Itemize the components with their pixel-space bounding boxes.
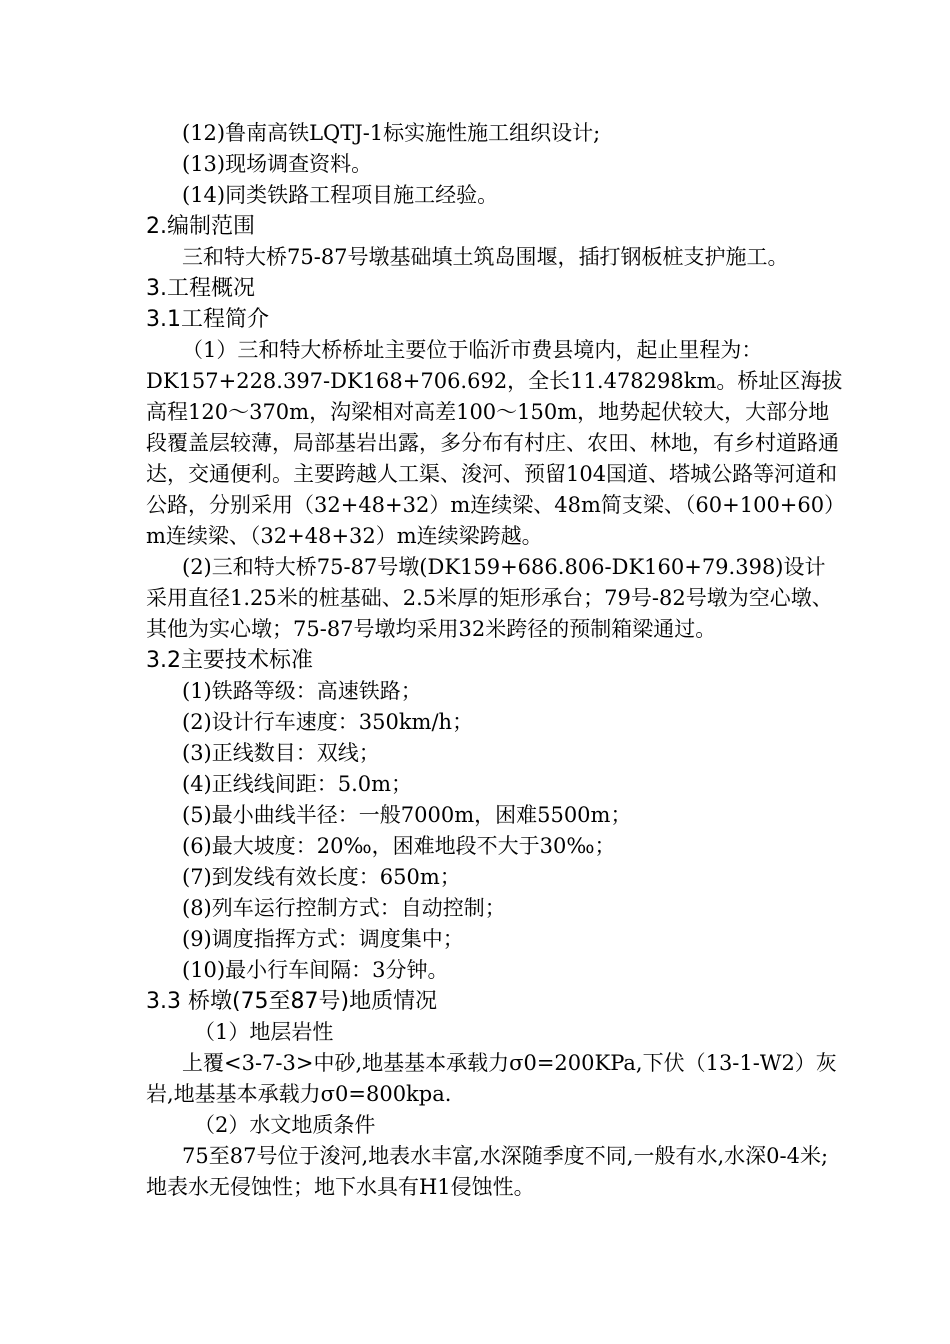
standard-item: (9)调度指挥方式：调度集中； (182, 927, 464, 951)
standard-item: (4)正线线间距：5.0m； (182, 772, 413, 796)
intro-paragraph-2: (2)三和特大桥75-87号墩(DK159+686.806-DK160+79.398)设计采用直径1.25米的桩基础、2.5米厚的矩形承台；79号-82号墩为空心墩、其他为实心墩；75-87号墩均采用32米跨径的预制箱梁通过。 (146, 555, 833, 641)
basis-item-14: (14)同类铁路工程项目施工经验。 (182, 183, 499, 207)
geology-subheading-strata: （1）地层岩性 (194, 1020, 334, 1044)
intro-paragraph-1: （1）三和特大桥桥址主要位于临沂市费县境内，起止里程为：DK157+228.397-DK168+706.692，全长11.478298km。桥址区海拔高程120～370m，沟梁相对高差100～150m，地势起伏较大，大部分地段覆盖层较薄，局部基岩出露，多分布有村庄、农田、林地，有乡村道路通达，交通便利。主要跨越人工渠、浚河、预留104国道、塔城公路等河道和公路，分别采用（32+48+32）m连续梁、48m简支梁、（60+100+60）m连续梁、（32+48+32）m连续梁跨越。 (146, 338, 846, 548)
geology-strata-paragraph: 上覆<3-7-3>中砂,地基基本承载力σ0=200KPa,下伏（13-1-W2）灰岩,地基基本承载力σ0=800kpa. (146, 1051, 837, 1106)
standard-item: (6)最大坡度：20‰，困难地段不大于30‰； (182, 834, 616, 858)
heading-geology: 3.3 桥墩(75至87号)地质情况 (146, 989, 438, 1014)
geology-hydro-paragraph: 75至87号位于浚河,地表水丰富,水深随季度不同,一般有水,水深0-4米;地表水无侵蚀性；地下水具有H1侵蚀性。 (146, 1144, 829, 1199)
geology-subheading-hydro: （2）水文地质条件 (194, 1113, 376, 1137)
basis-item-13: (13)现场调查资料。 (182, 152, 373, 176)
standard-item: (5)最小曲线半径：一般7000m，困难5500m； (182, 803, 632, 827)
scope-paragraph: 三和特大桥75-87号墩基础填土筑岛围堰，插打钢板桩支护施工。 (182, 245, 789, 269)
standard-item: (2)设计行车速度：350km/h； (182, 710, 474, 734)
document-body (146, 118, 846, 1203)
heading-tech-standards: 3.2主要技术标准 (146, 648, 313, 673)
standard-item: (3)正线数目：双线； (182, 741, 380, 765)
heading-scope: 2.编制范围 (146, 214, 255, 239)
standard-item: (7)到发线有效长度：650m； (182, 865, 461, 889)
standard-item: (10)最小行车间隔：3分钟。 (182, 958, 449, 982)
heading-project-overview: 3.工程概况 (146, 276, 255, 301)
standard-item: (8)列车运行控制方式：自动控制； (182, 896, 506, 920)
standard-item: (1)铁路等级：高速铁路； (182, 679, 422, 703)
heading-project-intro: 3.1工程简介 (146, 307, 269, 332)
basis-item-12: (12)鲁南高铁LQTJ-1标实施性施工组织设计; (182, 121, 601, 145)
